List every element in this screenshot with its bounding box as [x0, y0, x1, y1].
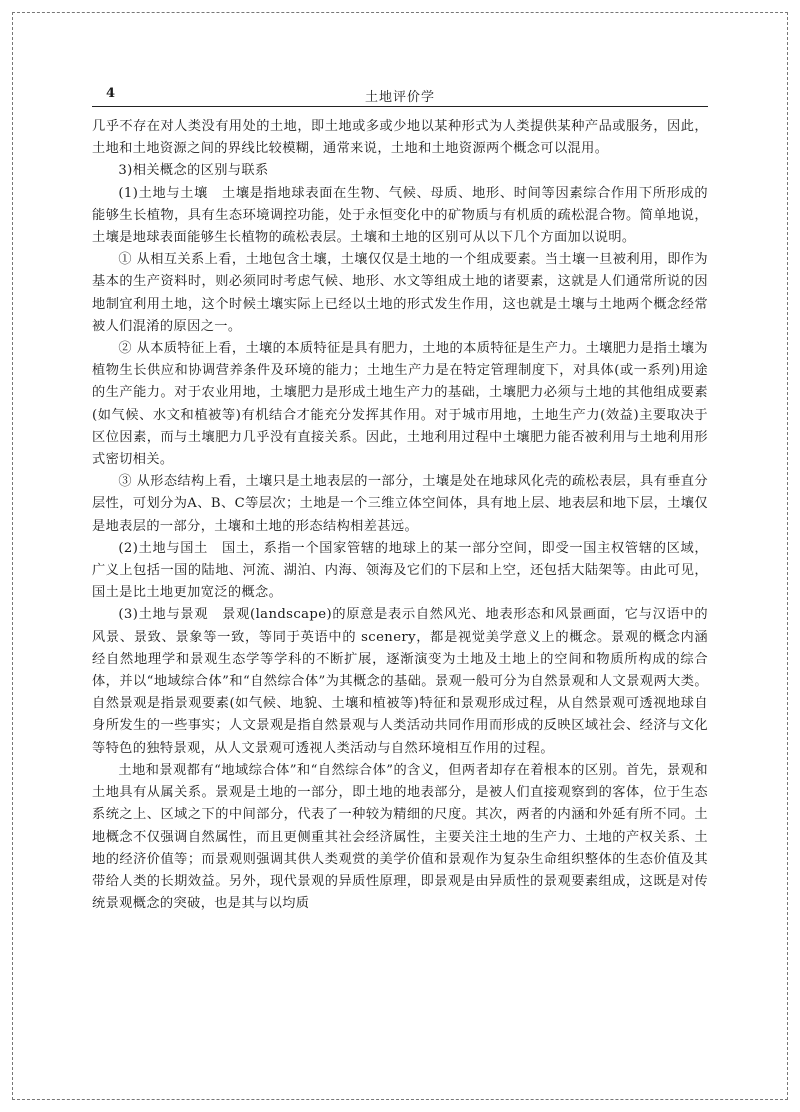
- paragraph-relationship: ① 从相互关系上看，土地包含土壤，土壤仅仅是土地的一个组成要素。当土壤一旦被利用，即作为基本的生产资料时，则必须同时考虑气候、地形、水文等组成土地的诸要素，这就是人们通常所说的因地制宜利用土地，这个时候土壤实际上已经以土地的形式发生作用，这也就是土壤与土地两个概念经常被人们混淆的原因之一。: [92, 252, 708, 334]
- section-heading: 3)相关概念的区别与联系: [118, 163, 269, 179]
- paragraph-land-soil: (1)土地与土壤 土壤是指地球表面在生物、气候、母质、地形、时间等因素综合作用下所形成的能够生长植物，具有生态环境调控功能，处于永恒变化中的矿物质与有机质的疏松混合物。简单地说，土壤是地球表面能够生长植物的疏松表层。土壤和土地的区别可从以下几个方面加以说明。: [92, 185, 708, 246]
- paragraph-morphology: ③ 从形态结构上看，土壤只是土地表层的一部分，土壤是处在地球风化壳的疏松表层，具有垂直分层性，可划分为A、B、C等层次；土地是一个三维立体空间体，具有地上层、地表层和地下层，土壤仅是地表层的一部分，土壤和土地的形态结构相差甚远。: [92, 474, 708, 534]
- paragraph-continuation: 几乎不存在对人类没有用处的土地，即土地或多或少地以某种形式为人类提供某种产品或服务，因此，土地和土地资源之间的界线比较模糊，通常来说，土地和土地资源两个概念可以混用。: [92, 119, 708, 157]
- paragraph-essential-feature: ② 从本质特征上看，土壤的本质特征是具有肥力，土地的本质特征是生产力。土壤肥力是指土壤为植物生长供应和协调营养条件及环境的能力；土地生产力是在特定管理制度下，对具体(或一系列)用途的生产能力。对于农业用地，土壤肥力是形成土地生产力的基础，土壤肥力必须与土地的其他组成要素(如气候、水文和植被等)有机结合才能充分发挥其作用。对于城市用地，土地生产力(效益)主要取决于区位因素，而与土壤肥力几乎没有直接关系。因此，土地利用过程中土壤肥力能否被利用与土地利用形式密切相关。: [92, 341, 708, 468]
- page-frame-left: [12, 12, 13, 1100]
- running-title: 土地评价学: [364, 90, 435, 105]
- page-header: [92, 84, 708, 107]
- page-number: 4: [106, 86, 116, 101]
- body-text: [92, 116, 708, 915]
- paragraph-land-landscape-difference: 土地和景观都有“地域综合体”和“自然综合体”的含义，但两者却存在着根本的区别。首先，景观和土地具有从属关系。景观是土地的一部分，即土地的地表部分，是被人们直接观察到的客体，位于生态系统之上、区域之下的中间部分，代表了一种较为精细的尺度。其次，两者的内涵和外延有所不同。土地概念不仅强调自然属性，而且更侧重其社会经济属性，主要关注土地的生产力、土地的产权关系、土地的经济价值等；而景观则强调其供人类观赏的美学价值和景观作为复杂生命组织整体的生态价值及其带给人类的长期效益。另外，现代景观的异质性原理，即景观是由异质性的景观要素组成，这既是对传统景观概念的突破，也是其与以均质: [92, 762, 708, 912]
- paragraph-land-territory: (2)土地与国土 国土，系指一个国家管辖的地球上的某一部分空间，即受一国主权管辖的区域，广义上包括一国的陆地、河流、湖泊、内海、领海及它们的下层和上空，还包括大陆架等。由此可见，国土是比土地更加宽泛的概念。: [92, 540, 708, 601]
- page-frame-right: [787, 12, 788, 1100]
- book-page: [92, 0, 708, 1112]
- paragraph-land-landscape: (3)土地与景观 景观(landscape)的原意是表示自然风光、地表形态和风景画面，它与汉语中的风景、景致、景象等一致，等同于英语中的 scenery，都是视觉美学意义上的概念。景观的概念内涵经自然地理学和景观生态学等学科的不断扩展，逐渐演变为土地及土地上的空间和物质所构成的综合体，并以“地域综合体”和“自然综合体”为其概念的基础。景观一般可分为自然景观和人文景观两大类。自然景观是指景观要素(如气候、地貌、土壤和植被等)特征和景观形成过程，从自然景观可透视地球自身所发生的一些事实；人文景观是指自然景观与人类活动共同作用而形成的反映区域社会、经济与文化等特色的独特景观，从人文景观可透视人类活动与自然环境相互作用的过程。: [92, 607, 708, 756]
